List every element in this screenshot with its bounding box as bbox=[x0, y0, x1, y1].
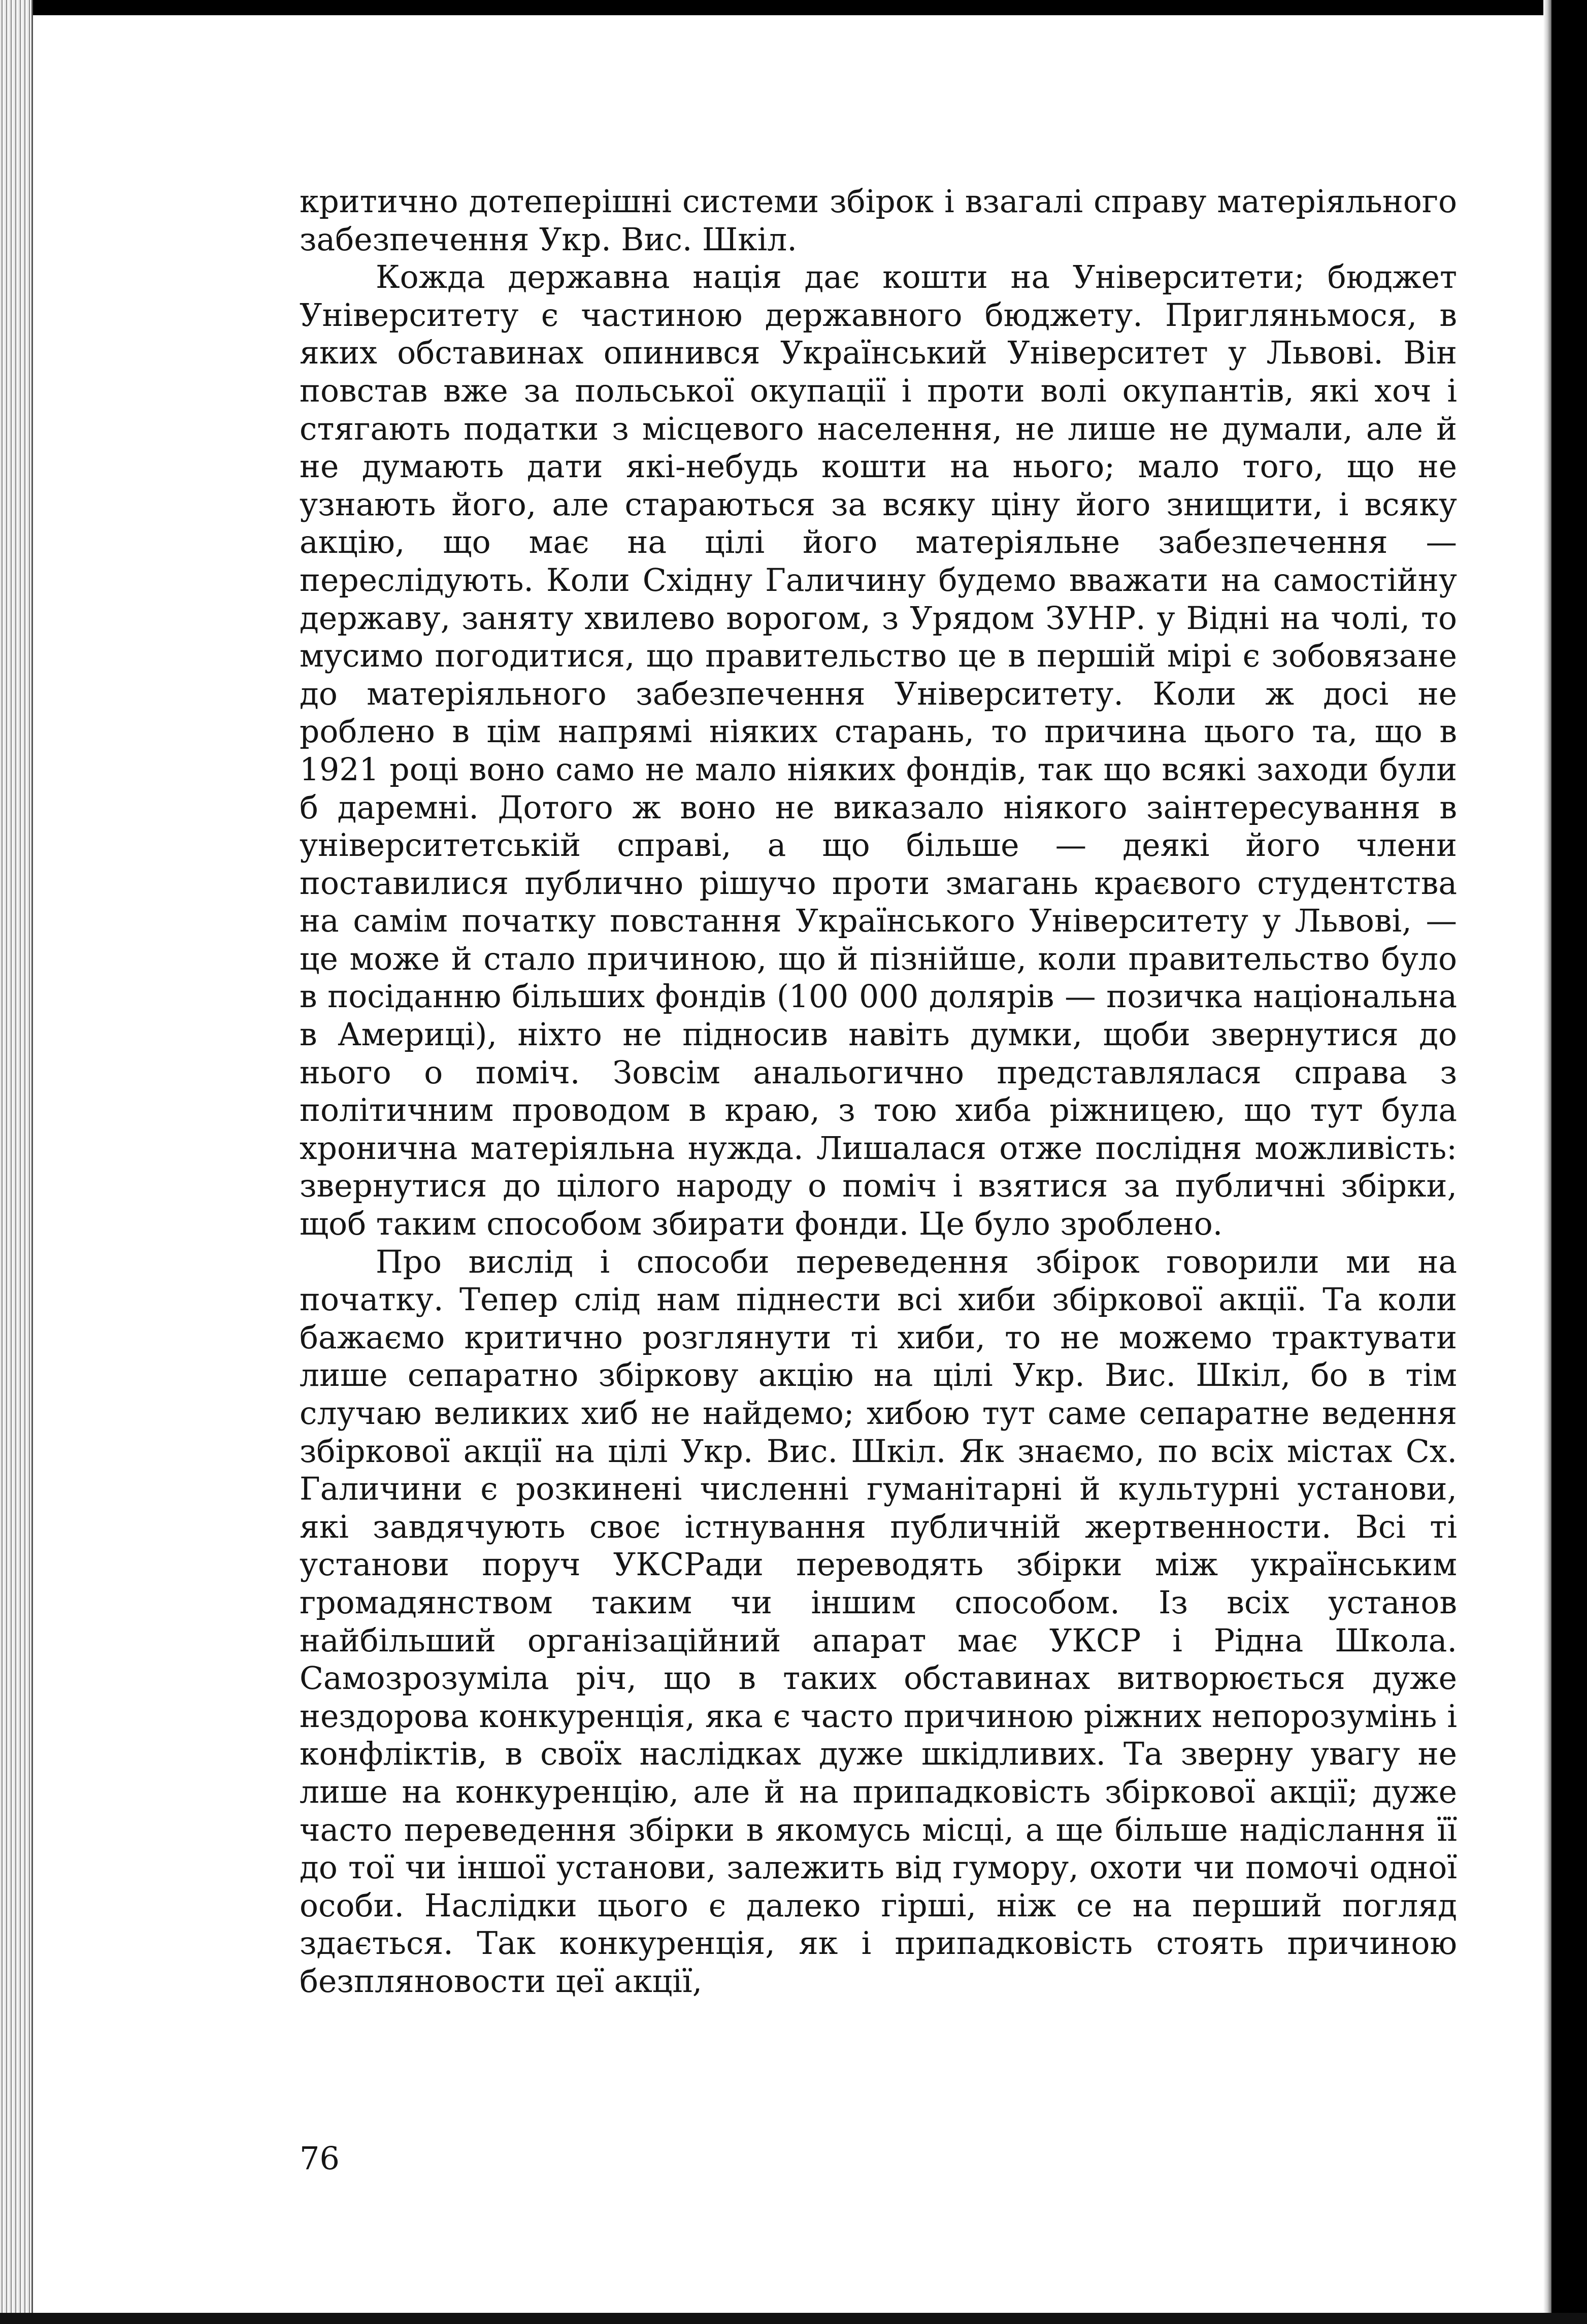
paragraph-collection-flaws: Про вислід і способи переведення збірок говорили ми на початку. Тепер слід нам піднести всі хиби збіркової акції. Та коли бажаємо критично розглянути ті хиби, то не можемо трактувати лише сепаратно збіркову акцію на цілі Укр. Вис. Шкіл, бо в тім случаю великих хиб не найдемо; хибою тут саме сепаратне ведення збіркової акції на цілі Укр. Вис. Шкіл. Як знаємо, по всіх містах Сх. Галичини є розкинені численні гуманітарні й культурні установи, які завдячують своє істнування публичній жертвенности. Всі ті установи поруч УКСРади переводять збірки між українським громадянством таким чи іншим способом. Із всіх установ найбільший організаційний апарат має УКСР і Рідна Школа. Самозрозуміла річ, що в таких обставинах витворюється дуже нездорова конкуренція, яка є часто причиною ріжних непорозумінь і конфліктів, в своїх наслідках дуже шкідливих. Та зверну увагу не лише на конкуренцію, але й на припадковість збіркової акції; дуже часто переведення збірки в якомусь місці, а ще більше надіслання її до тої чи іншої установи, залежить від гумору, охоти чи помочі одної особи. Наслідки цього є далеко гірші, ніж се на перший погляд здається. Так конкуренція, як і припадковість стоять причиною безпляновости цеї акції, bbox=[300, 1243, 1457, 2000]
binding-shadow bbox=[1543, 0, 1551, 2324]
paragraph-continuation: критично дотеперішні системи збірок і взагалі справу матеріяльного забезпечення Укр. Вис. Шкіл. bbox=[300, 183, 1457, 258]
book-page-edges bbox=[0, 0, 33, 2324]
scan-right-border bbox=[1551, 0, 1587, 2324]
paragraph-university-funding: Кожда державна нація дає кошти на Університети; бюджет Університету є частиною державного бюджету. Пригляньмося, в яких обставинах опинився Український Університет у Львові. Він повстав вже за польської окупації і проти волі окупантів, які хоч і стягають податки з місцевого населення, не лише не думали, але й не думають дати які-небудь кошти на нього; мало того, що не узнають його, але стараються за всяку ціну його знищити, і всяку акцію, що має на цілі його матеріяльне забезпечення — переслідують. Коли Східну Галичину будемо вважати на самостійну державу, заняту хвилево ворогом, з Урядом ЗУНР. у Відні на чолі, то мусимо погодитися, що правительство це в першій мірі є зобовязане до матеріяльного забезпечення Університету. Коли ж досі не роблено в цім напрямі ніяких старань, то причина цього та, що в 1921 році воно само не мало ніяких фондів, так що всякі заходи були б даремні. Дотого ж воно не виказало ніякого заінтересування в університетській справі, а що більше — деякі його члени поставилися публично рішучо проти змагань краєвого студентства на самім початку повстання Українського Університету у Львові, — це може й стало причиною, що й пізнійше, коли правительство було в посіданню більших фондів (100 000 долярів — позичка національна в Америці), ніхто не підносив навіть думки, щоби звернутися до нього о поміч. Зовсім анальогично представлялася справа з політичним проводом в краю, з тою хиба ріжницею, що тут була хронична матеріяльна нужда. Лишалася отже послідня можливість: звернутися до цілого народу о поміч і взятися за публичні збірки, щоб таким способом збирати фонди. Це було зроблено. bbox=[300, 259, 1457, 1243]
body-text bbox=[300, 183, 1457, 2001]
page-text-area bbox=[300, 183, 1457, 2001]
page-number: 76 bbox=[300, 2140, 340, 2177]
scan-bottom-border bbox=[0, 2313, 1587, 2324]
scan-top-border bbox=[0, 0, 1587, 15]
